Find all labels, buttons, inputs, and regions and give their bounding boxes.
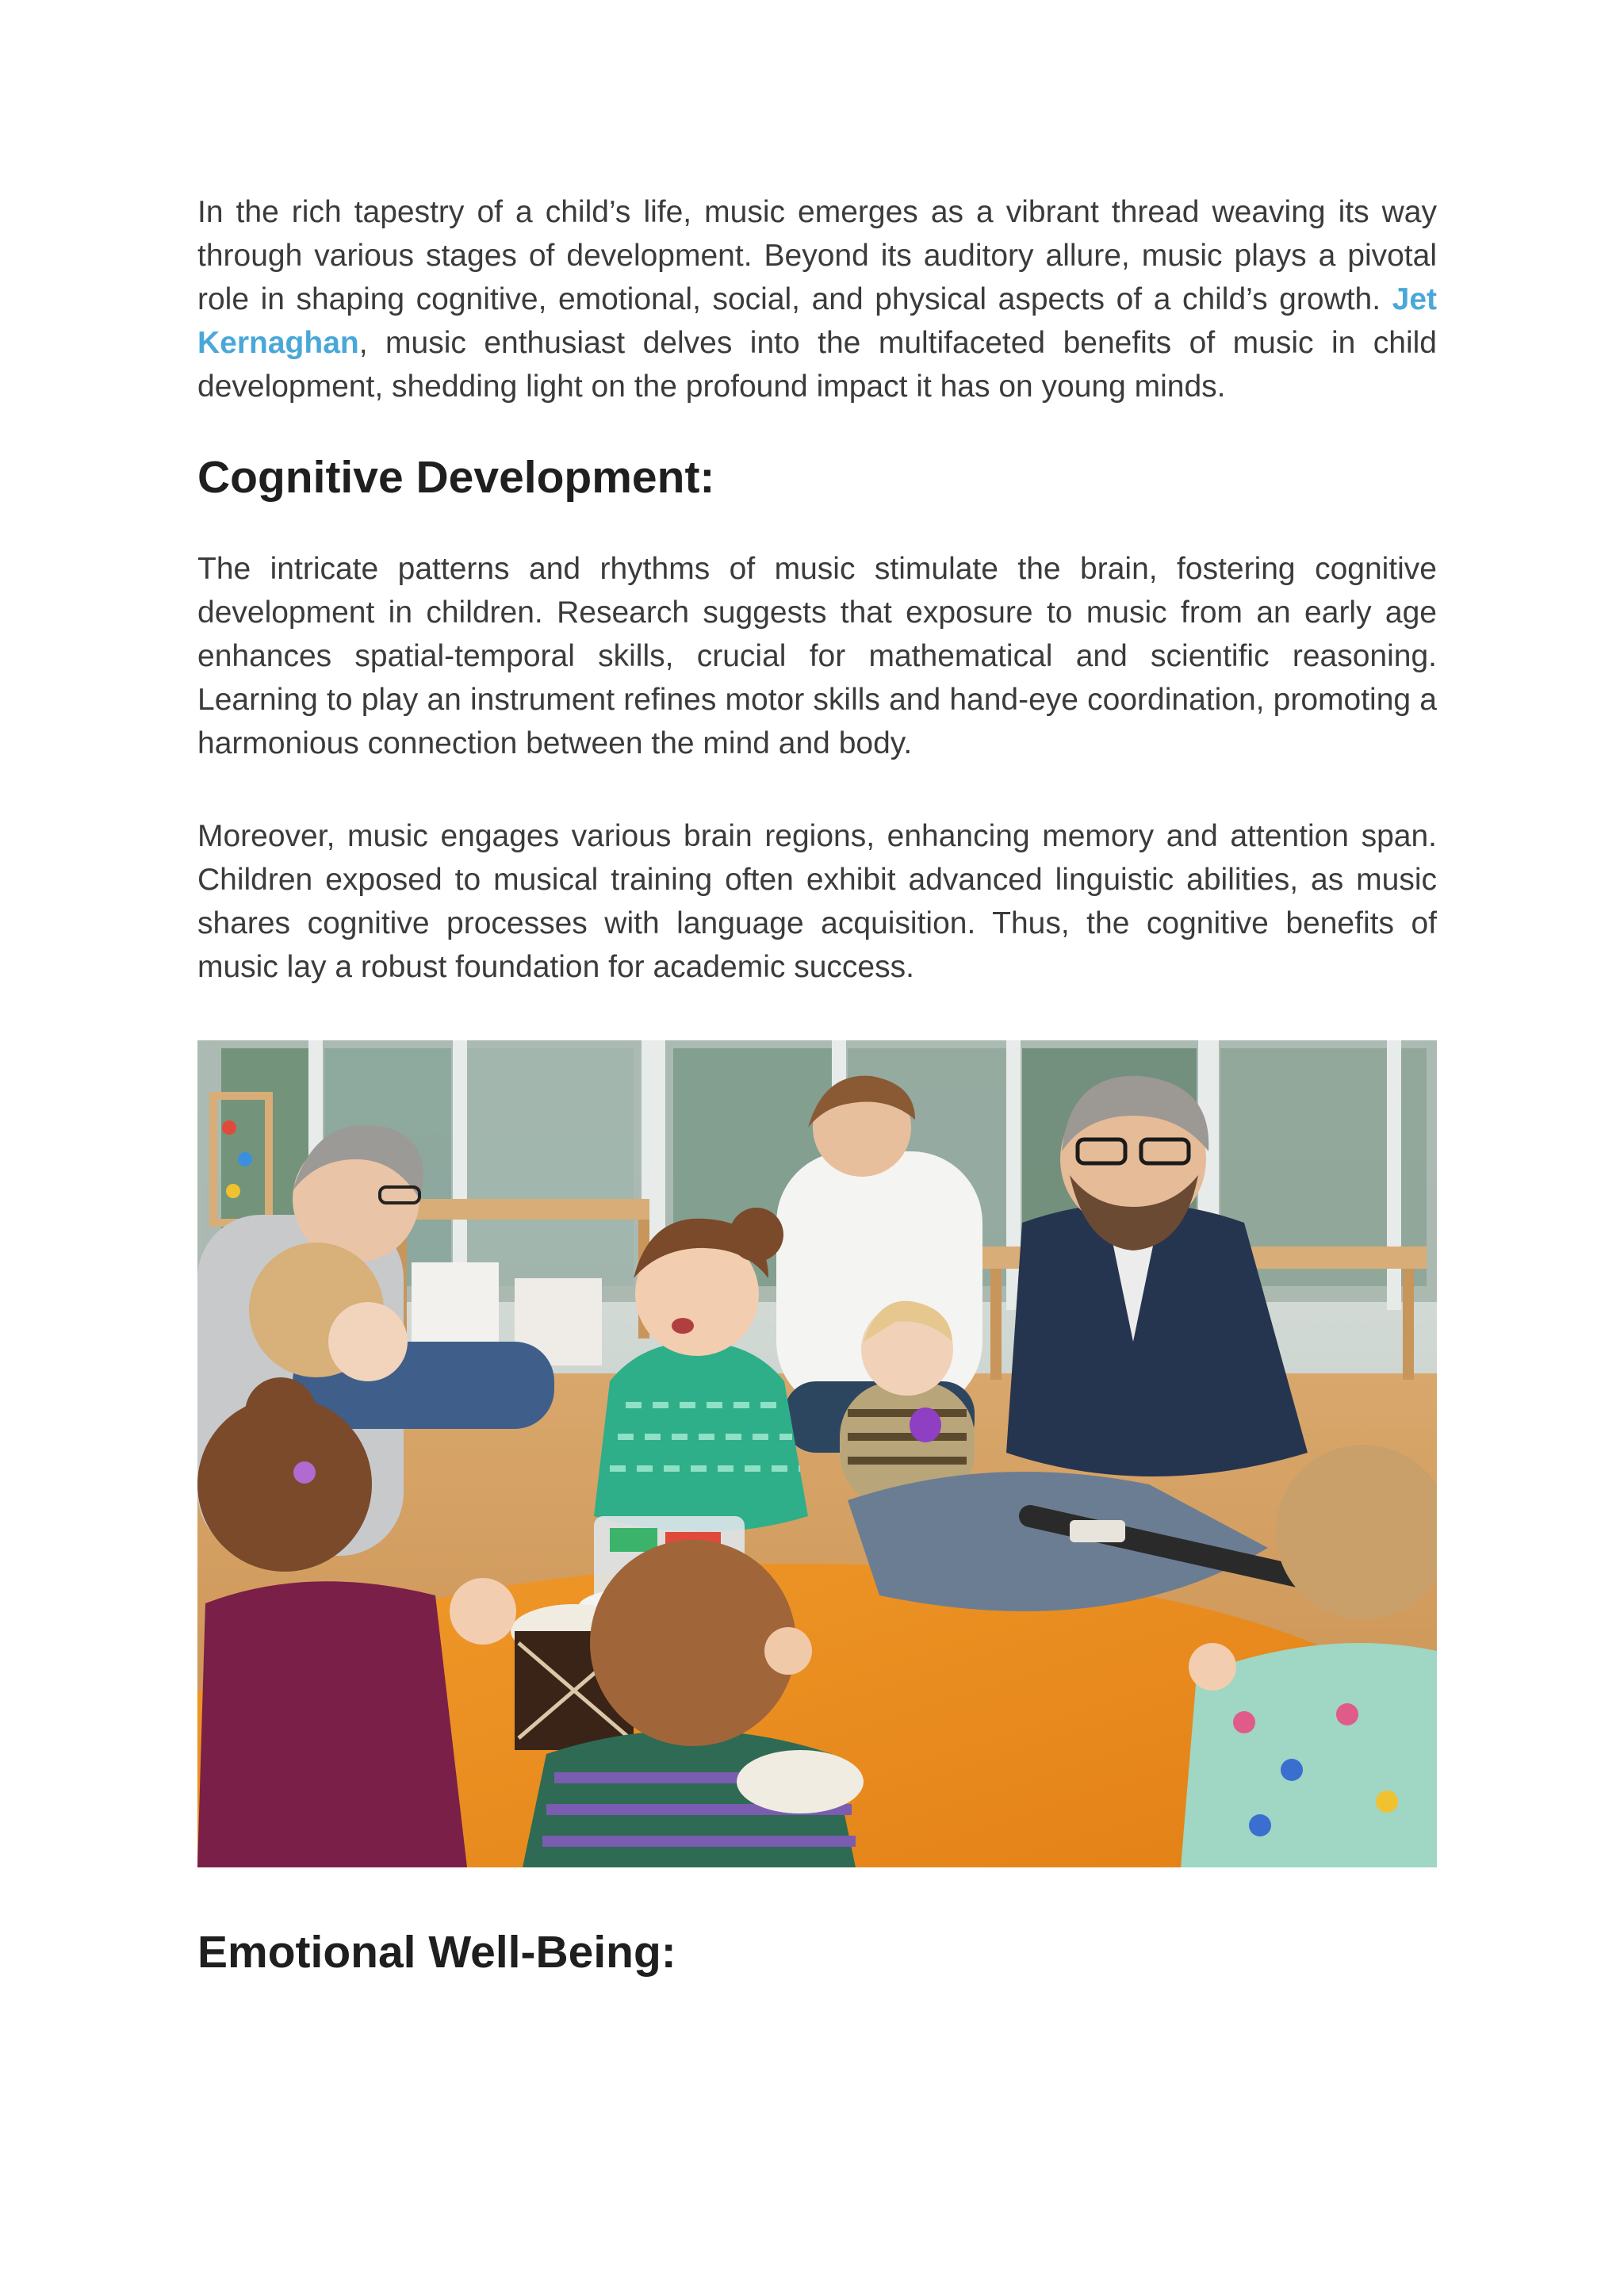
- music-class-photo: [197, 1040, 1437, 1867]
- emotional-well-being-heading: Emotional Well-Being:: [197, 1927, 676, 1978]
- intro-text-end: , music enthusiast delves into the multifaceted benefits of music in child development, shedding light on the profound impact it has on young minds.: [197, 326, 1437, 404]
- cognitive-paragraph-1: The intricate patterns and rhythms of music stimulate the brain, fostering cognitive development in children. Research suggests that exposure to music from an early age enhances spatial-temporal skills, crucial for mathematical and scientific reasoning. Learning to play an instrument refines motor skills and hand-eye coordination, promoting a harmonious connection between the mind and body.: [197, 552, 1437, 760]
- intro-text-start: In the rich tapestry of a child’s life, music emerges as a vibrant thread weaving its way through various stages of development. Beyond its auditory allure, music plays a pivotal role in shaping cognitive, emotional, social, and physical aspects of a child’s growth.: [197, 195, 1437, 316]
- article-page: [197, 190, 1437, 1980]
- cognitive-development-heading: Cognitive Development:: [197, 452, 715, 503]
- cognitive-paragraph-2: Moreover, music engages various brain regions, enhancing memory and attention span. Children exposed to musical training often exhibit advanced linguistic abilities, as music shares cognitive processes with language acquisition. Thus, the cognitive benefits of music lay a robust foundation for academic success.: [197, 819, 1437, 984]
- music-class-illustration: [197, 1040, 1437, 1867]
- intro-paragraph: [197, 190, 1437, 408]
- author-link[interactable]: Jet Kernaghan: [197, 282, 1437, 360]
